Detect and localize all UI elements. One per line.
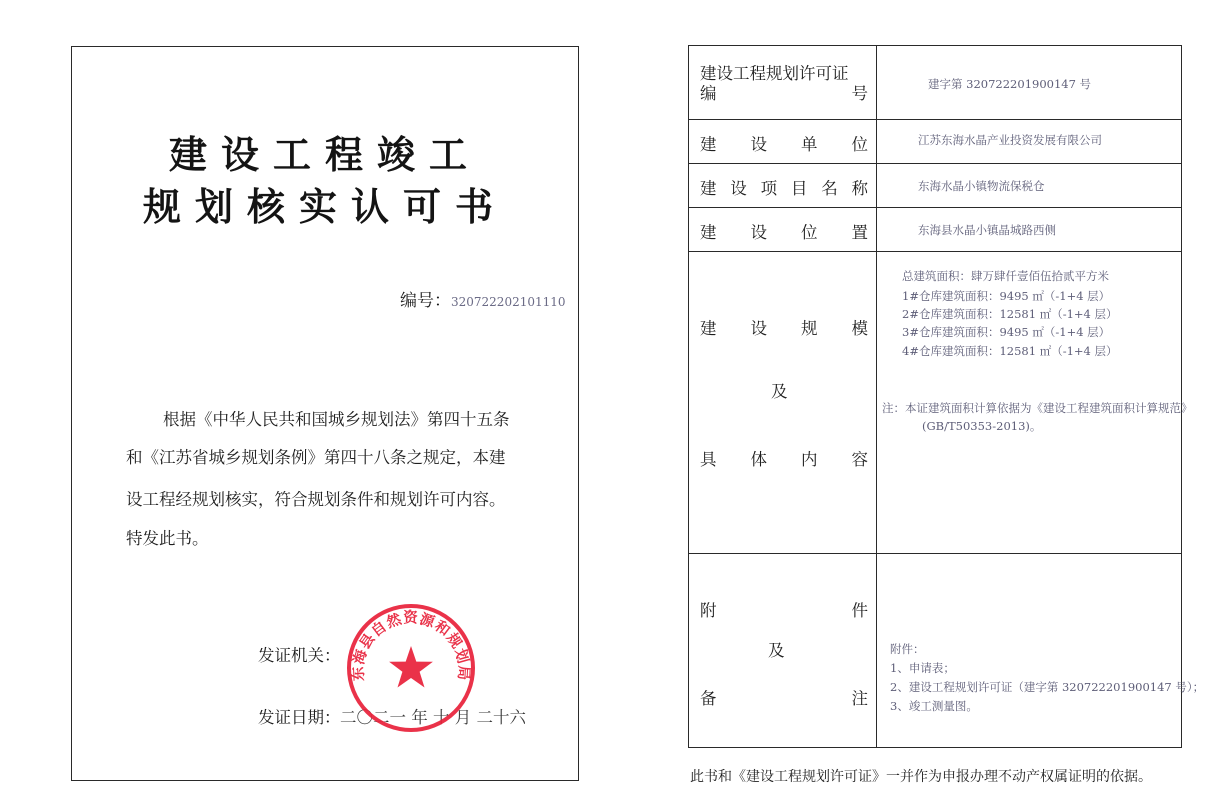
construction-location-value: 东海县水晶小镇晶城路西侧 — [918, 223, 1056, 237]
warehouse-area-line: 2#仓库建筑面积：12581 ㎡（-1+4 层） — [902, 307, 1118, 321]
certificate-number-value: 320722202101110 — [451, 295, 566, 309]
specific-content-label: 具 体 内 容 — [700, 450, 868, 469]
issuing-authority-label: 发证机关： — [258, 646, 341, 665]
permit-number-label-line-2: 编 号 — [700, 84, 868, 103]
issue-date-label: 发证日期： — [258, 708, 341, 727]
seal-text: 东海县自然资源和规划局 — [350, 610, 472, 682]
body-text-line-3: 设工程经规划核实，符合规划条件和规划许可内容。 — [126, 490, 506, 509]
footer-note: 此书和《建设工程规划许可证》一并作为申报办理不动产权属证明的依据。 — [690, 769, 1152, 785]
body-text-line-4: 特发此书。 — [126, 529, 209, 548]
body-text-line-2: 和《江苏省城乡规划条例》第四十八条之规定，本建 — [126, 448, 506, 467]
attachments-heading: 附件： — [890, 642, 925, 656]
warehouse-area-line: 1#仓库建筑面积：9495 ㎡（-1+4 层） — [902, 289, 1111, 303]
total-floor-area: 总建筑面积：肆万肆仟壹佰伍拾贰平方米 — [902, 269, 1109, 283]
attachment-item: 1、申请表； — [890, 661, 955, 675]
certificate-title-line-2: 规划核实认可书 — [142, 185, 507, 229]
area-calculation-standard: (GB/T50353-2013)。 — [922, 419, 1042, 433]
construction-unit-value: 江苏东海水晶产业投资发展有限公司 — [918, 133, 1102, 147]
warehouse-area-line: 4#仓库建筑面积：12581 ㎡（-1+4 层） — [902, 344, 1118, 358]
attachments-label: 附 件 — [700, 601, 868, 620]
attachment-item: 2、建设工程规划许可证（建字第 320722201900147 号）； — [890, 680, 1205, 694]
table-row-divider — [688, 163, 1182, 164]
area-calculation-note: 注：本证建筑面积计算依据为《建设工程建筑面积计算规范》 — [882, 401, 1193, 415]
seal-star-icon — [389, 646, 433, 688]
table-row-divider — [688, 251, 1182, 252]
official-seal-stamp — [345, 602, 477, 734]
project-name-value: 东海水晶小镇物流保税仓 — [918, 179, 1045, 193]
body-text-line-1: 根据《中华人民共和国城乡规划法》第四十五条 — [163, 410, 510, 429]
project-name-label: 建 设 项 目 名 称 — [700, 179, 868, 198]
remarks-label: 备 注 — [700, 689, 868, 708]
construction-location-label: 建 设 位 置 — [700, 223, 868, 242]
table-row-divider — [688, 553, 1182, 554]
construction-unit-label: 建 设 单 位 — [700, 135, 868, 154]
table-row-divider — [688, 119, 1182, 120]
attachment-item: 3、竣工测量图。 — [890, 699, 978, 713]
certificate-number-label: 编号： — [400, 291, 451, 311]
table-row-divider — [688, 207, 1182, 208]
attachments-label-and: 及 — [768, 641, 785, 660]
permit-number-label: 建设工程规划许可证 — [700, 64, 849, 83]
construction-scale-label: 建 设 规 模 — [700, 319, 868, 338]
permit-number-value: 建字第 320722201900147 号 — [928, 77, 1092, 91]
certificate-number — [400, 286, 566, 311]
issue-date-value: 二〇二一 年 十 月 二十六 — [340, 708, 526, 727]
construction-scale-label-and: 及 — [771, 382, 788, 401]
table-column-divider — [876, 45, 877, 748]
warehouse-area-line: 3#仓库建筑面积：9495 ㎡（-1+4 层） — [902, 325, 1111, 339]
certificate-title-line-1: 建设工程竣工 — [168, 133, 481, 177]
